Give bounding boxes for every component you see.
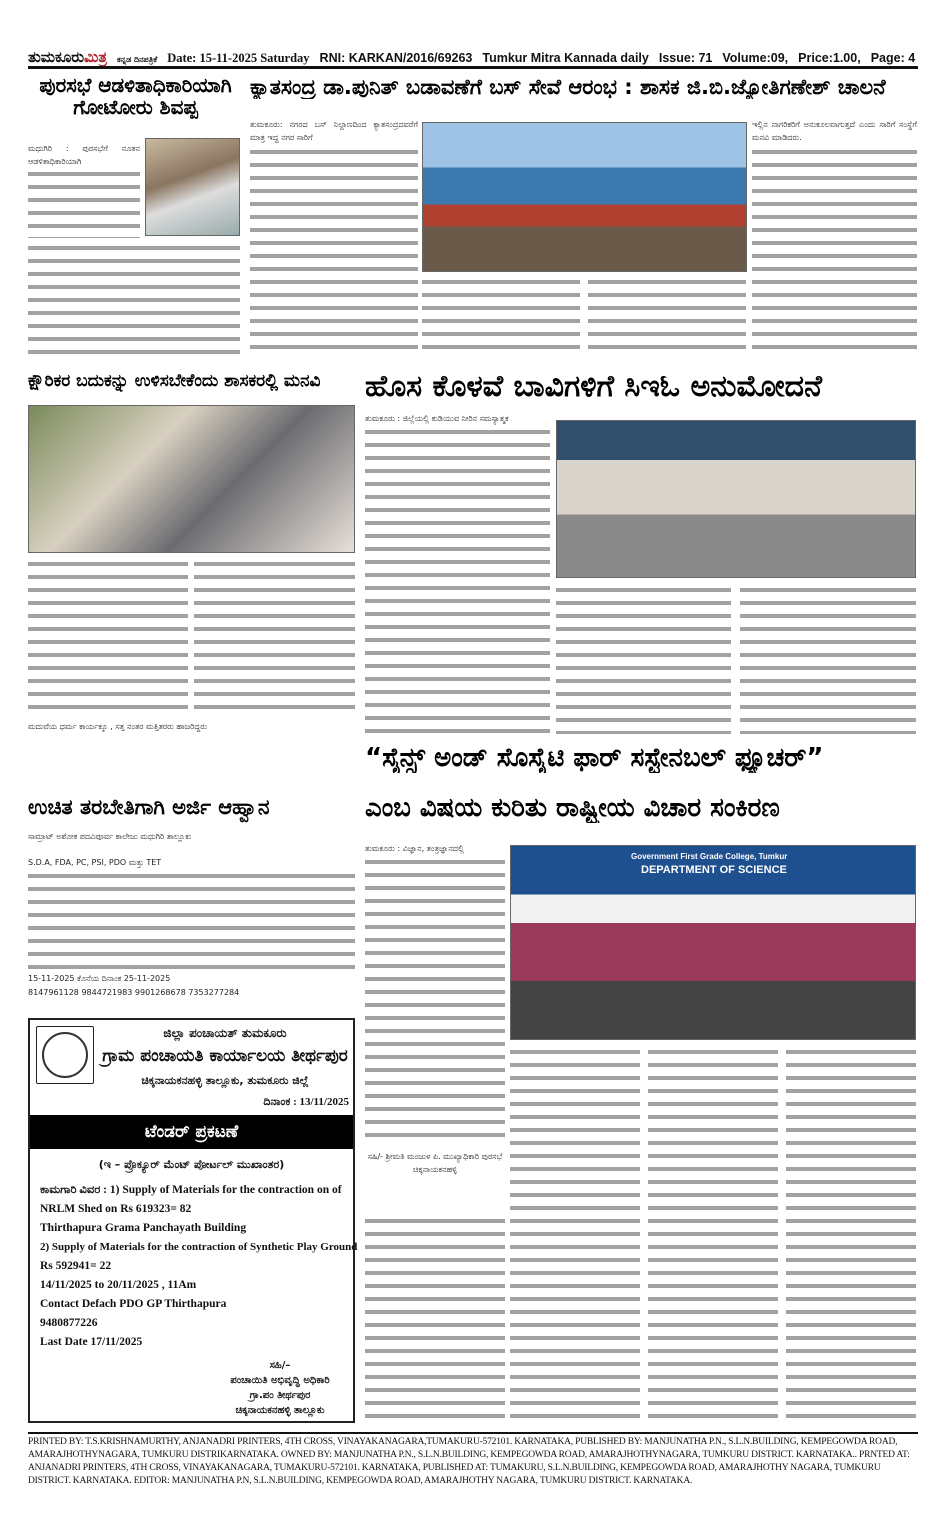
lead-a4: ತುಮಕೂರು : ಜಿಲ್ಲೆಯಲ್ಲಿ ಕುಡಿಯುವ ನೀರಿನ ಸಮಸ್ಯಾತ್ಮಕ [365, 414, 509, 423]
lead-a6: ಸಾಮ್ರಾಟ್ ಅಶೋಕ ಪದವಿಪೂರ್ವ ಕಾಲೇಜು ಮಧುಗಿರಿ ತಾಲ್ಲೂಕು [28, 832, 192, 841]
issue: Issue: 71 [658, 51, 713, 65]
sig-line: ಸಹಿ/– [269, 1360, 291, 1371]
sig-line: ಪಂಚಾಯಿತಿ ಅಭಿವೃದ್ಧಿ ಅಧಿಕಾರಿ [230, 1375, 330, 1386]
body-a6 [28, 870, 355, 970]
body-a2-col3 [588, 276, 746, 358]
body-a2-col4 [752, 146, 917, 356]
body-a5-col1-lower [365, 1215, 505, 1420]
body-a1-lower [28, 242, 240, 358]
tender-detail: Rs 592941= 22 [40, 1260, 112, 1272]
tender-advertisement [28, 1018, 358, 1423]
tender-date: ದಿನಾಂಕ : 13/11/2025 [263, 1096, 349, 1108]
dates-a6: 15-11-2025 ಕೊನೆಯ ದಿನಾಂಕ 25-11-2025 [28, 974, 171, 983]
lead-a5: ತುಮಕೂರು : ವಿಜ್ಞಾನ, ತಂತ್ರಜ್ಞಾನದಲ್ಲಿ [365, 844, 464, 853]
signature-a5: ಸಹಿ/- ಶ್ರೀಮತಿ ಮಂಜುಳ ಪಿ. ಮುಖ್ಯಾಧಿಕಾರಿ ಪುರಸಭೆ ಚಿಕ್ಕನಾಯಕನಹಳ್ಳಿ [367, 1152, 503, 1174]
headline-a1: ಪುರಸಭೆ ಆಡಳಿತಾಧಿಕಾರಿಯಾಗಿ ಗೋಟೋರು ಶಿವಪ್ಪ [39, 73, 232, 119]
sig-line: ಚಿಕ್ಕನಾಯಕನಹಳ್ಳಿ ತಾಲ್ಲೂಕು [235, 1405, 325, 1416]
tagline: ಕನ್ನಡ ದಿನಪತ್ರಿಕೆ [116, 55, 158, 64]
page-number: Page: 4 [870, 51, 916, 65]
banner-text: Government First Grade College, Tumkur [631, 852, 788, 861]
tender-detail: ಕಾಮಗಾರಿ ವಿವರ : 1) Supply of Materials for the contraction on of [40, 1184, 342, 1196]
exams-a6: S.D.A, FDA, PC, PSI, PDO ಮತ್ತು TET [28, 858, 162, 867]
tender-phone: 9480877226 [40, 1317, 98, 1329]
body-a1 [28, 168, 140, 238]
body-a2-col1 [250, 146, 418, 358]
lead-a2: ತುಮಕೂರು: ನಗರದ ಬಸ್ ನಿಲ್ದಾಣದಿಂದ ಕ್ಯಾತಸಂದ್ರದವರೆಗೆ ಮಾತ್ರ ಇದ್ದ ನಗರ ಸಾರಿಗೆ [250, 120, 418, 142]
body-a5-col3 [648, 1046, 778, 1421]
tender-signature [210, 1358, 350, 1418]
imprint-footer: PRINTED BY: T.S.KRISHNAMURTHY, ANJANADRI PRINTERS, 4TH CROSS, VINAYAKANAGARA,TUMAKURU-572101. KARNATAKA, PUBLISHED BY: MANJUNATHA P.N., S.L.N.BUILDING, KEMPEGOWDA ROAD, AMARAJHOTHYNAGARA, TUMKURU DISTRIKARNATAKA. OWNED BY: MANJUNATHA P.N., S.L.N.BUILDING, KEMPEGOWDA ROAD, AMARAJHOTHYNAGARA, TUMKURU DISTRICT. KARNATAKA.. PRNTED AT: ANJANADRI PRINTERS, 4TH CROSS, VINAYAKANAGARA, TUMAKURU-572101. KARNATAKA, PUBLISHED AT: TUMAKURU, S.L.N.BUILDING, KEMPEGOWDA ROAD, AMARAJHOTHY NAGARA, TUMKURU DISTRICT. KARNATAKA. EDITOR: MANJUNATHA P.N, S.L.N.BUILDING, KEMPEGOWDA ROAD, AMARAJHOTHY NAGARA, TUMKURU DISTRICT. KARNATAKA. [28, 1432, 918, 1488]
tender-line1: ಜಿಲ್ಲಾ ಪಂಚಾಯತ್ ತುಮಕೂರು [163, 1026, 287, 1040]
tender-subtitle: (ಇ – ಪ್ರೊಕ್ಯೂರ್ ಮೆಂಟ್ ಪೋರ್ಟಲ್ ಮುಖಾಂತರ) [98, 1158, 285, 1171]
tender-detail: 14/11/2025 to 20/11/2025 , 11Am [40, 1279, 197, 1291]
body-a5-col4 [786, 1046, 916, 1421]
headline-a5-line2: ಎಂಬ ವಿಷಯ ಕುರಿತು ರಾಷ್ಟ್ರೀಯ ವಿಚಾರ ಸಂಕಿರಣ [365, 794, 780, 823]
tender-line2: ಗ್ರಾಮ ಪಂಚಾಯತಿ ಕಾರ್ಯಾಲಯ ತೀರ್ಥಪುರ [102, 1046, 348, 1066]
tail-a3: ಮದುವೆಯ ಧರ್ಮ ಕಾರ್ಯಕ್ಕೂ , ಸತ್ತ ನಂತರ ಮತ್ತಿತರರು ಹಾಜರಿದ್ದರು [28, 722, 207, 731]
headline-a6: ಉಚಿತ ತರಬೇತಿಗಾಗಿ ಅರ್ಜಿ ಆಹ್ವಾನ [28, 795, 270, 819]
headline-a4: ಹೊಸ ಕೊಳವೆ ಬಾವಿಗಳಿಗೆ ಸಿಇಓ ಅನುಮೋದನೆ [365, 370, 822, 403]
lead-a1: ಮಧುಗಿರಿ : ಪುರಸಭೆಗೆ ನೂತನ ಆಡಳಿತಾಧಿಕಾರಿಯಾಗಿ [28, 144, 140, 166]
headline-a5-line1: “ಸೈನ್ಸ್ ಅಂಡ್ ಸೊಸೈಟಿ ಫಾರ್ ಸಸ್ಟೇನಬಲ್ ಫ್ಯೂಚರ್” [365, 744, 824, 773]
rni: RNI: KARKAN/2016/69263 [319, 51, 473, 65]
logo: ತುಮಕೂರುಮಿತ್ರ [28, 48, 107, 66]
headline-a2: ಕ್ಯಾತಸಂದ್ರ ಡಾ.ಪುನಿತ್ ಬಡಾವಣೆಗೆ ಬಸ್ ಸೇವೆ ಆರಂಭ : ಶಾಸಕ ಜಿ.ಬಿ.ಜ್ಯೋತಿಗಣೇಶ್ ಚಾಲನೆ [250, 76, 886, 99]
tender-detail: Contact Defach PDO GP Thirthapura [40, 1298, 227, 1310]
photo-a2 [422, 122, 747, 272]
body-a2-col2 [422, 276, 580, 358]
tender-title: ಟೆಂಡರ್ ಪ್ರಕಟಣೆ [30, 1115, 353, 1149]
volume: Volume:09, [722, 51, 789, 65]
karnataka-seal-icon [36, 1026, 94, 1084]
photo-a5 [510, 845, 916, 1040]
body-a5-col1 [365, 856, 505, 1146]
headline-a3: ಕ್ಷೌರಿಕರ ಬದುಕನ್ನು ಉಳಿಸಬೇಕೆಂದು ಶಾಸಕರಲ್ಲಿ ಮನವಿ [28, 371, 321, 391]
banner-dept: DEPARTMENT OF SCIENCE [641, 864, 787, 876]
date: Date: 15-11-2025 Saturday [167, 51, 310, 65]
tender-detail: Thirthapura Grama Panchayath Building [40, 1222, 247, 1234]
tender-last-date: Last Date 17/11/2025 [40, 1336, 143, 1348]
price: Price:1.00, [798, 51, 861, 65]
body-a4-col2 [556, 584, 731, 734]
masthead [28, 48, 918, 66]
tender-line3: ಚಿಕ್ಕನಾಯಕನಹಳ್ಳಿ ತಾಲ್ಲೂಕು, ತುಮಕೂರು ಜಿಲ್ಲೆ [141, 1074, 309, 1087]
contacts-a6: 8147961128 9844721983 9901268678 7353277284 [28, 988, 240, 997]
paper-name: Tumkur Mitra Kannada daily [482, 51, 649, 65]
sig-line: ಗ್ರಾ.ಪಂ ತೀರ್ಥಪುರ [249, 1390, 311, 1401]
photo-a4 [556, 420, 916, 578]
tender-detail: NRLM Shed on Rs 619323= 82 [40, 1203, 192, 1215]
masthead-rule [28, 66, 918, 69]
tender-detail: 2) Supply of Materials for the contraction of Synthetic Play Ground [40, 1241, 358, 1253]
photo-a3 [28, 405, 355, 553]
right-lead-a2: ಇಲ್ಲಿನ ನಾಗರಿಕರಿಗೆ ಅನುಕೂಲವಾಗುತ್ತದೆ ಎಂದು ಸಾರಿಗೆ ಸಂಸ್ಥೆಗೆ ಮನವಿ ಮಾಡಿದರು. [752, 120, 917, 142]
body-a4-col1 [365, 426, 550, 736]
body-a3-col2 [194, 558, 355, 718]
photo-a1 [145, 138, 240, 236]
body-a3-col1 [28, 558, 188, 718]
body-a5-col2 [510, 1046, 640, 1421]
body-a4-col3 [740, 584, 916, 734]
